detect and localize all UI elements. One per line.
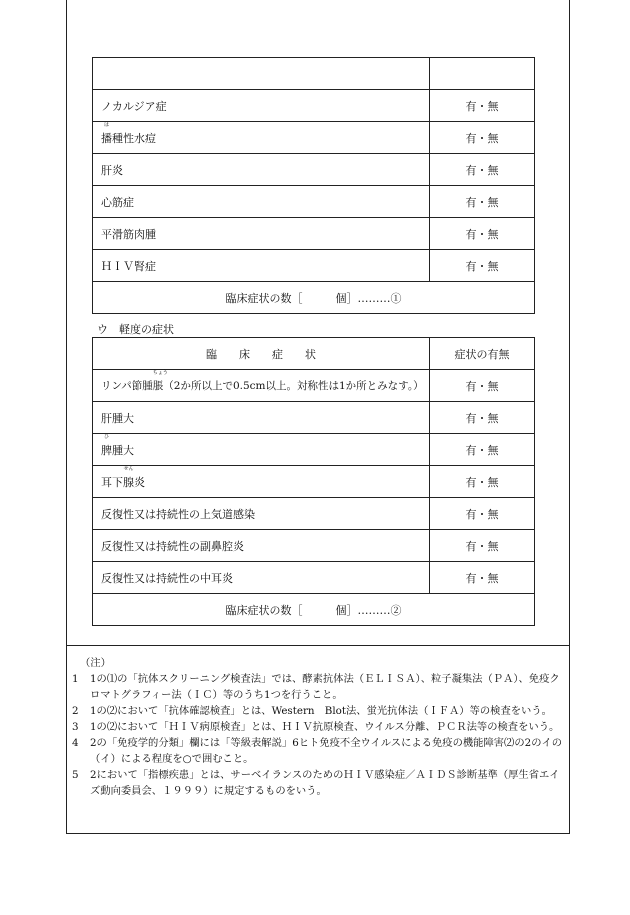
symptom-name [93,58,430,90]
table-row [93,402,535,434]
notes-divider [66,645,570,646]
note-item [72,767,566,799]
symptom-name-rest: 種性水痘 [112,131,156,145]
ruby-word [152,370,168,393]
ruby-base: 脹 [152,380,164,392]
note-text: 1の⑵において「ＨＩＶ病原検査」とは、ＨＩＶ抗原検査、ウイルス分離、ＰＣＲ法等の検査をいう。 [90,721,560,733]
note-number: 1 [72,673,79,685]
symptom-name-pre: 耳下 [101,475,123,489]
symptom-name: 反復性又は持続性の上気道感染 [93,498,430,530]
ruby-base: 腺 [123,475,134,489]
symptom-count-2: 臨床症状の数［ 個］………② [93,594,535,626]
note-text: 2の「免疫学的分類」欄には「等級表解説」6ヒト免疫不全ウイルスによる免疫の機能障害⑵の2のイの（イ）による程度を○で囲むこと。 [90,737,563,765]
symptom-status[interactable]: 有・無 [430,370,535,402]
table-row [93,562,535,594]
table-header-row [93,338,535,370]
ruby-word [101,121,112,146]
symptom-name [93,370,430,402]
symptom-name: 平滑筋肉腫 [93,218,430,250]
clinical-symptoms-table-1 [92,57,535,314]
symptom-name: ノカルジア症 [93,90,430,122]
symptom-name: 反復性又は持続性の中耳炎 [93,562,430,594]
symptom-status[interactable]: 有・無 [430,122,535,154]
note-number: 5 [72,769,79,781]
symptom-name-rest: （2か所以上で0.5cm以上。対称性は1か所とみなす。） [163,380,424,392]
note-text: 2において「指標疾患」とは、サーベイランスのためのＨＩＶ感染症／ＡＩＤＳ診断基準（厚生省エイズ動向委員会、１９９９）に規定するものをいう。 [90,769,560,797]
note-number: 3 [72,721,79,733]
note-item [72,735,566,767]
table-row [93,498,535,530]
section-title-mild-symptoms: ウ 軽度の症状 [97,323,174,336]
symptom-name: 心筋症 [93,186,430,218]
symptom-name [93,466,430,498]
count-row [93,594,535,626]
notes-heading: （注） [80,657,111,669]
table-row [93,90,535,122]
ruby-reading: せん [123,465,134,472]
ruby-base: 脾 [101,443,112,457]
table-row [93,250,535,282]
symptom-name-rest: 炎 [134,475,145,489]
ruby-word [123,465,134,490]
ruby-base: 播 [101,131,112,145]
clinical-symptoms-table-2 [92,337,535,626]
symptom-name: 肝炎 [93,154,430,186]
note-item [72,719,566,735]
table-row [93,154,535,186]
symptom-status[interactable]: 有・無 [430,434,535,466]
symptom-name: ＨＩＶ腎症 [93,250,430,282]
header-clinical-symptom: 臨 床 症 状 [93,338,430,370]
symptom-name: 反復性又は持続性の副鼻腔炎 [93,530,430,562]
ruby-reading: ちょう [152,370,168,376]
symptom-status[interactable]: 有・無 [430,154,535,186]
symptom-status[interactable]: 有・無 [430,250,535,282]
table-row [93,466,535,498]
header-symptom-presence: 症状の有無 [430,338,535,370]
table-row [93,370,535,402]
symptom-name: 肝腫大 [93,402,430,434]
table-row [93,434,535,466]
count-row [93,282,535,314]
note-text: 1の⑴の「抗体スクリーニング検査法」では、酵素抗体法（ＥＬＩＳＡ）、粒子凝集法（ＰＡ）、免疫クロマトグラフィー法（ＩＣ）等のうち1つを行うこと。 [90,673,560,701]
ruby-reading: ひ [103,433,109,440]
symptom-status[interactable]: 有・無 [430,530,535,562]
notes-section [72,655,566,799]
symptom-name [93,434,430,466]
table-row [93,186,535,218]
symptom-status[interactable]: 有・無 [430,466,535,498]
symptom-status[interactable]: 有・無 [430,218,535,250]
table-row [93,218,535,250]
table-row [93,530,535,562]
ruby-reading: は [103,121,109,128]
symptom-status[interactable]: 有・無 [430,402,535,434]
symptom-name-pre: リンパ節腫 [101,380,153,392]
note-item [72,671,566,703]
symptom-status [430,58,535,90]
ruby-word [101,433,112,458]
note-number: 4 [72,737,79,749]
symptom-name-rest: 腫大 [112,443,134,457]
symptom-status[interactable]: 有・無 [430,562,535,594]
symptom-count-1: 臨床症状の数［ 個］………① [93,282,535,314]
table-row [93,58,535,90]
note-item [72,703,566,719]
symptom-status[interactable]: 有・無 [430,90,535,122]
table-row [93,122,535,154]
symptom-status[interactable]: 有・無 [430,186,535,218]
note-number: 2 [72,705,79,717]
symptom-name [93,122,430,154]
symptom-status[interactable]: 有・無 [430,498,535,530]
note-text: 1の⑵において「抗体確認検査」とは、Western Blot法、蛍光抗体法（ＩＦＡ）等の検査をいう。 [90,705,552,717]
